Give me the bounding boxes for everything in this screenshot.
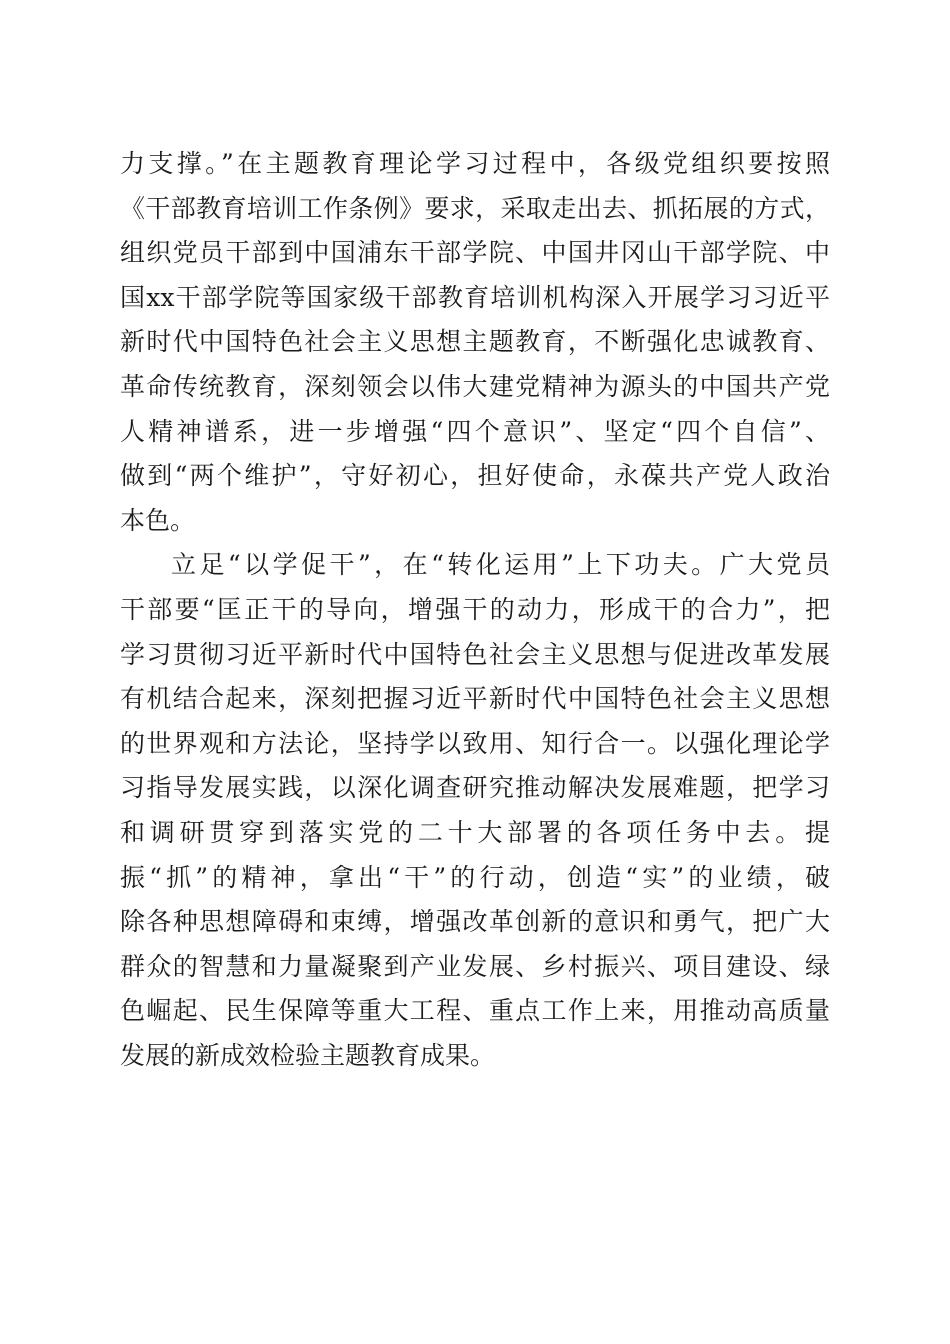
text-line: 振“抓”的精神，拿出“干”的行动，创造“实”的业绩，破 <box>120 862 830 892</box>
text-line: 有机结合起来，深刻把握习近平新时代中国特色社会主义思想 <box>120 684 830 714</box>
text-line: 立足“以学促干”，在“转化运用”上下功夫。广大党员 <box>171 550 830 580</box>
text-line: 的世界观和方法论，坚持学以致用、知行合一。以强化理论学 <box>120 728 830 758</box>
text-line: 人精神谱系，进一步增强“四个意识”、坚定“四个自信”、 <box>120 416 830 446</box>
text-line: 发展的新成效检验主题教育成果。 <box>120 1040 496 1070</box>
text-line: 本色。 <box>120 505 196 535</box>
text-line: 群众的智慧和力量凝聚到产业发展、乡村振兴、项目建设、绿 <box>120 951 830 981</box>
text-line: 色崛起、民生保障等重大工程、重点工作上来，用推动高质量 <box>120 996 830 1026</box>
text-line: 组织党员干部到中国浦东干部学院、中国井冈山干部学院、中 <box>120 238 830 268</box>
document-body <box>120 142 830 1078</box>
text-line: 除各种思想障碍和束缚，增强改革创新的意识和勇气，把广大 <box>120 907 830 937</box>
text-line: 干部要“匡正干的导向，增强干的动力，形成干的合力”，把 <box>120 594 830 624</box>
text-line: 新时代中国特色社会主义思想主题教育，不断强化忠诚教育、 <box>120 327 830 357</box>
text-line: 国xx干部学院等国家级干部教育培训机构深入开展学习习近平 <box>120 282 830 312</box>
text-line: 力支撑。”在主题教育理论学习过程中，各级党组织要按照 <box>120 149 830 178</box>
text-line: 《干部教育培训工作条例》要求，采取走出去、抓拓展的方式， <box>120 193 830 223</box>
text-line: 习指导发展实践，以深化调查研究推动解决发展难题，把学习 <box>120 773 830 803</box>
text-line: 学习贯彻习近平新时代中国特色社会主义思想与促进改革发展 <box>120 639 830 669</box>
text-line: 革命传统教育，深刻领会以伟大建党精神为源头的中国共产党 <box>120 371 830 401</box>
paragraph-2 <box>120 543 830 1078</box>
paragraph-1 <box>120 142 830 543</box>
text-line: 和调研贯穿到落实党的二十大部署的各项任务中去。提 <box>120 817 830 847</box>
text-line: 做到“两个维护”，守好初心，担好使命，永葆共产党人政治 <box>120 461 830 491</box>
